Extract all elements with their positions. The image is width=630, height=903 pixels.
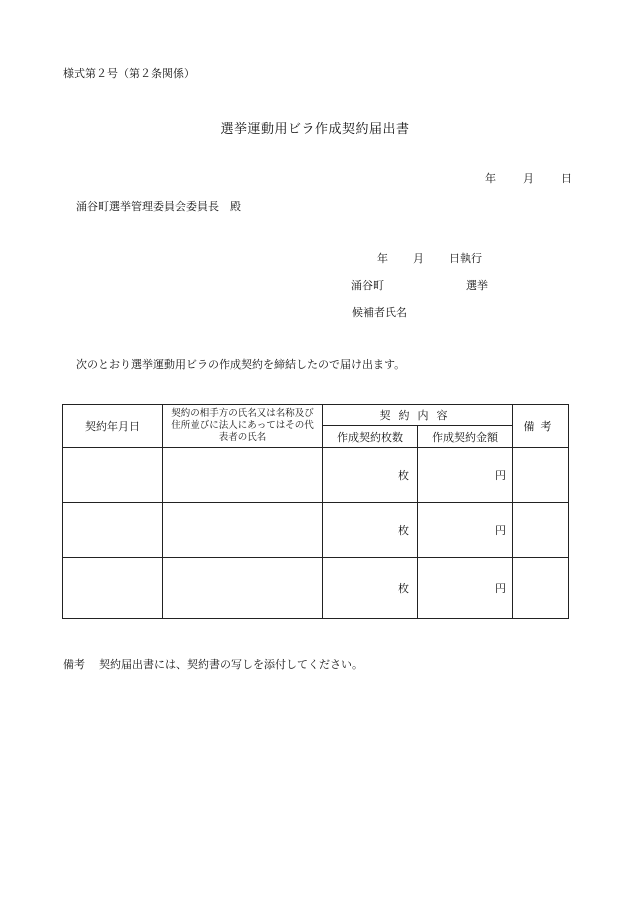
header-contract-content: 契約内容 [323, 405, 513, 426]
month-label: 月 [523, 172, 534, 185]
notes-cell[interactable] [513, 558, 569, 619]
notes-cell[interactable] [513, 503, 569, 558]
exec-year-label: 年 [377, 252, 388, 265]
date-cell[interactable] [63, 448, 163, 503]
notes-cell[interactable] [513, 448, 569, 503]
header-notes: 備考 [513, 405, 569, 448]
addressee: 涌谷町選挙管理委員会委員長 殿 [76, 200, 241, 213]
table-row [63, 448, 569, 503]
amount-cell[interactable]: 円 [418, 503, 513, 558]
header-amount: 作成契約金額 [418, 426, 513, 448]
day-label: 日 [561, 172, 572, 185]
count-cell[interactable]: 枚 [323, 448, 418, 503]
header-contract-party: 契約の相手方の氏名又は名称及び住所並びに法人にあってはその代表者の氏名 [163, 405, 323, 448]
party-cell[interactable] [163, 503, 323, 558]
remark-text: 契約届出書には、契約書の写しを添付してください。 [99, 658, 363, 671]
year-label: 年 [485, 172, 496, 185]
page-title: 選挙運動用ビラ作成契約届出書 [220, 122, 410, 137]
party-cell[interactable] [163, 558, 323, 619]
execution-date [377, 250, 482, 266]
remark-note [63, 656, 363, 672]
form-reference: 様式第２号（第２条関係） [63, 67, 195, 80]
count-cell[interactable]: 枚 [323, 558, 418, 619]
party-cell[interactable] [163, 448, 323, 503]
contract-table [62, 404, 569, 619]
header-count: 作成契約枚数 [323, 426, 418, 448]
table-row [63, 503, 569, 558]
amount-cell[interactable]: 円 [418, 558, 513, 619]
exec-day-label: 日執行 [449, 252, 482, 265]
count-cell[interactable]: 枚 [323, 503, 418, 558]
remark-label: 備考 [63, 658, 85, 671]
submission-date [485, 170, 572, 186]
date-cell[interactable] [63, 558, 163, 619]
exec-month-label: 月 [413, 252, 424, 265]
header-contract-date: 契約年月日 [63, 405, 163, 448]
town-label: 涌谷町 [351, 279, 384, 292]
amount-cell[interactable]: 円 [418, 448, 513, 503]
statement-text: 次のとおり選挙運動用ビラの作成契約を締結したので届け出ます。 [76, 358, 406, 371]
date-cell[interactable] [63, 503, 163, 558]
candidate-name-label: 候補者氏名 [352, 306, 407, 319]
table-row [63, 558, 569, 619]
election-label: 選挙 [466, 279, 488, 292]
